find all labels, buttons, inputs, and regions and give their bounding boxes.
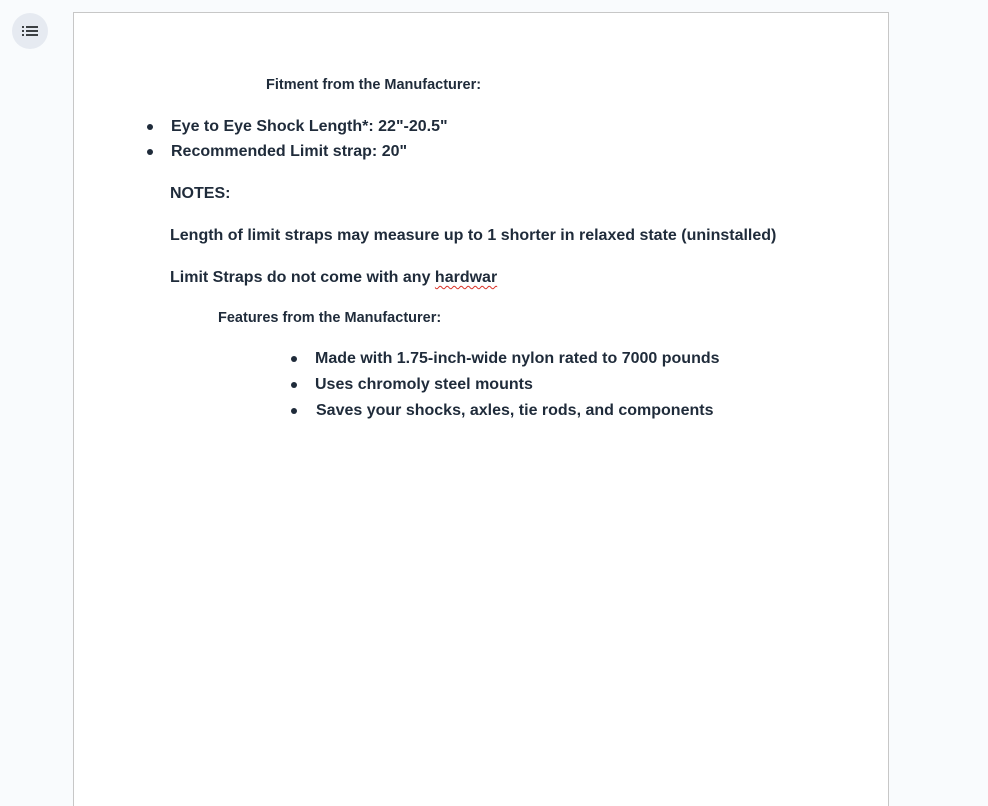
list-item-text: Made with 1.75-inch-wide nylon rated to 7000 pounds xyxy=(315,350,720,367)
fitment-heading: Fitment from the Manufacturer: xyxy=(266,77,482,93)
list-item-text: Eye to Eye Shock Length*: 22"-20.5" xyxy=(171,118,448,135)
bullet-icon xyxy=(147,124,153,130)
notes-length-paragraph: Length of limit straps may measure up to 1 shorter in relaxed state (uninstalled) xyxy=(170,227,777,244)
bullet-icon xyxy=(291,408,297,414)
list-item xyxy=(291,402,713,420)
document-page[interactable] xyxy=(73,12,889,806)
notes-hardware-text: Limit Straps do not come with any xyxy=(170,269,435,286)
bullet-icon xyxy=(291,382,297,388)
list-item xyxy=(147,143,407,161)
bullet-icon xyxy=(147,149,153,155)
list-item-text: Uses chromoly steel mounts xyxy=(315,376,533,393)
list-item xyxy=(291,376,533,394)
misspelled-word[interactable]: hardwar xyxy=(434,269,498,286)
list-item xyxy=(147,118,448,136)
bullet-icon xyxy=(291,356,297,362)
list-item-text: Recommended Limit strap: 20" xyxy=(171,143,408,160)
document-outline-button[interactable] xyxy=(12,13,48,49)
notes-hardware-paragraph xyxy=(170,269,497,287)
list-item xyxy=(291,350,720,368)
list-item-text: Saves your shocks, axles, tie rods, and components xyxy=(316,402,714,419)
notes-label: NOTES: xyxy=(170,185,231,202)
features-heading: Features from the Manufacturer: xyxy=(218,310,442,326)
document-outline-icon xyxy=(22,25,38,37)
